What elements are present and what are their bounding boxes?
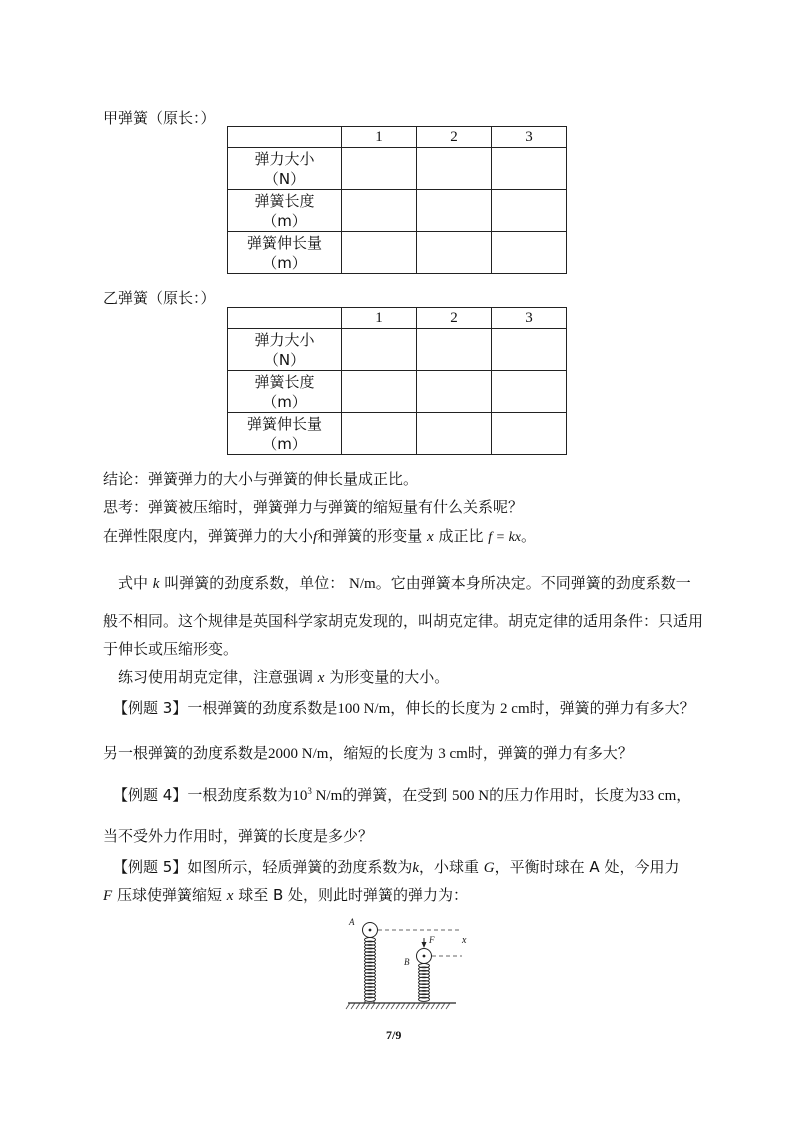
table-header-cell: 3: [492, 127, 567, 148]
ground-hatch: [381, 1003, 385, 1009]
table-jia-caption: 甲弹簧（原长：）: [103, 109, 216, 127]
table-header-cell: 2: [417, 127, 492, 148]
example-3-line2: 另一根弹簧的劲度系数是2000 N/m，缩短的长度为 3 cm时，弹簧的弹力有多大？: [103, 744, 633, 762]
ground-hatch: [426, 1003, 430, 1009]
ground-hatch: [416, 1003, 420, 1009]
ground-hatch: [446, 1003, 450, 1009]
ground-hatch: [406, 1003, 410, 1009]
label-b: B: [404, 957, 410, 967]
table-cell: [417, 190, 492, 232]
table-header-cell: [228, 308, 342, 329]
label-x: x: [462, 935, 467, 946]
table-cell: [342, 413, 417, 455]
ground-hatch: [351, 1003, 355, 1009]
example-3: 【例题 3】一根弹簧的劲度系数是100 N/m，伸长的长度为 2 cm时，弹簧的弹力有多大？: [113, 699, 695, 717]
paragraph-line: 式中 k 叫弹簧的劲度系数，单位： N/m。它由弹簧本身所决定。不同弹簧的劲度系数一: [118, 574, 691, 592]
example-4-line2: 当不受外力作用时，弹簧的长度是多少？: [103, 827, 374, 845]
table-cell: [417, 148, 492, 190]
table-row: [228, 148, 567, 190]
example-5: 【例题 5】如图所示，轻质弹簧的劲度系数为k，小球重 G，平衡时球在 A 处，今用力: [113, 858, 680, 876]
hooke-law-statement: 在弹性限度内，弹簧弹力的大小f和弹簧的形变量 x 成正比 f = kx。: [103, 527, 537, 545]
table-cell: [342, 329, 417, 371]
ground-hatch: [436, 1003, 440, 1009]
table-row: [228, 232, 567, 274]
table-cell: [342, 371, 417, 413]
ground-hatch: [441, 1003, 445, 1009]
table-cell: [417, 329, 492, 371]
table-yi: [227, 307, 567, 455]
ground-hatch: [371, 1003, 375, 1009]
conclusion: 结论：弹簧弹力的大小与弹簧的伸长量成正比。: [103, 470, 419, 488]
ground-hatch: [431, 1003, 435, 1009]
think-question: 思考：弹簧被压缩时，弹簧弹力与弹簧的缩短量有什么关系呢？: [103, 498, 524, 516]
paragraph-line: 于伸长或压缩形变。: [103, 640, 239, 658]
table-header-cell: 1: [342, 308, 417, 329]
table-header-cell: 2: [417, 308, 492, 329]
ground-hatch: [391, 1003, 395, 1009]
table-row: [228, 190, 567, 232]
ground-hatch: [356, 1003, 360, 1009]
table-row: [228, 413, 567, 455]
table-cell: [342, 232, 417, 274]
table-cell: [492, 190, 567, 232]
table-yi-caption: 乙弹簧（原长：）: [103, 289, 216, 307]
table-cell: [492, 413, 567, 455]
row-label: 弹簧长度 （m）: [228, 371, 342, 413]
table-cell: [417, 232, 492, 274]
ground-hatch: [346, 1003, 350, 1009]
row-label: 弹力大小 （N）: [228, 329, 342, 371]
example-4: 【例题 4】一根劲度系数为$10^3$ N/m的弹簧，在受到 500 N的压力作用时，长度为33 cm，: [113, 786, 692, 804]
table-row: [228, 329, 567, 371]
ground-hatch: [361, 1003, 365, 1009]
ground-hatch: [411, 1003, 415, 1009]
page-number: 7/9: [386, 1028, 402, 1042]
table-cell: [417, 371, 492, 413]
ground-hatch: [386, 1003, 390, 1009]
table-header-cell: [228, 127, 342, 148]
table-cell: [492, 371, 567, 413]
table-header-cell: 1: [342, 127, 417, 148]
ground-hatch: [421, 1003, 425, 1009]
ground-hatch: [401, 1003, 405, 1009]
paragraph-line: 般不相同。这个规律是英国科学家胡克发现的，叫胡克定律。胡克定律的适用条件：只适用: [103, 612, 704, 630]
table-row: [228, 371, 567, 413]
row-label: 弹力大小 （N）: [228, 148, 342, 190]
practice-note: 练习使用胡克定律，注意强调 x 为形变量的大小。: [118, 668, 450, 686]
ground-hatch: [366, 1003, 370, 1009]
spring-figure: [342, 912, 462, 1012]
label-a: A: [349, 917, 355, 927]
ground-hatch: [376, 1003, 380, 1009]
row-label: 弹簧伸长量 （m）: [228, 232, 342, 274]
table-cell: [492, 329, 567, 371]
table-header-cell: 3: [492, 308, 567, 329]
table-cell: [342, 190, 417, 232]
table-cell: [342, 148, 417, 190]
row-label: 弹簧伸长量 （m）: [228, 413, 342, 455]
row-label: 弹簧长度 （m）: [228, 190, 342, 232]
ground-hatch: [396, 1003, 400, 1009]
table-cell: [492, 148, 567, 190]
table-jia: [227, 126, 567, 274]
label-f: F: [429, 935, 435, 945]
table-cell: [492, 232, 567, 274]
example-5-line2: F 压球使弹簧缩短 x 球至 B 处，则此时弹簧的弹力为：: [103, 886, 469, 904]
table-cell: [417, 413, 492, 455]
